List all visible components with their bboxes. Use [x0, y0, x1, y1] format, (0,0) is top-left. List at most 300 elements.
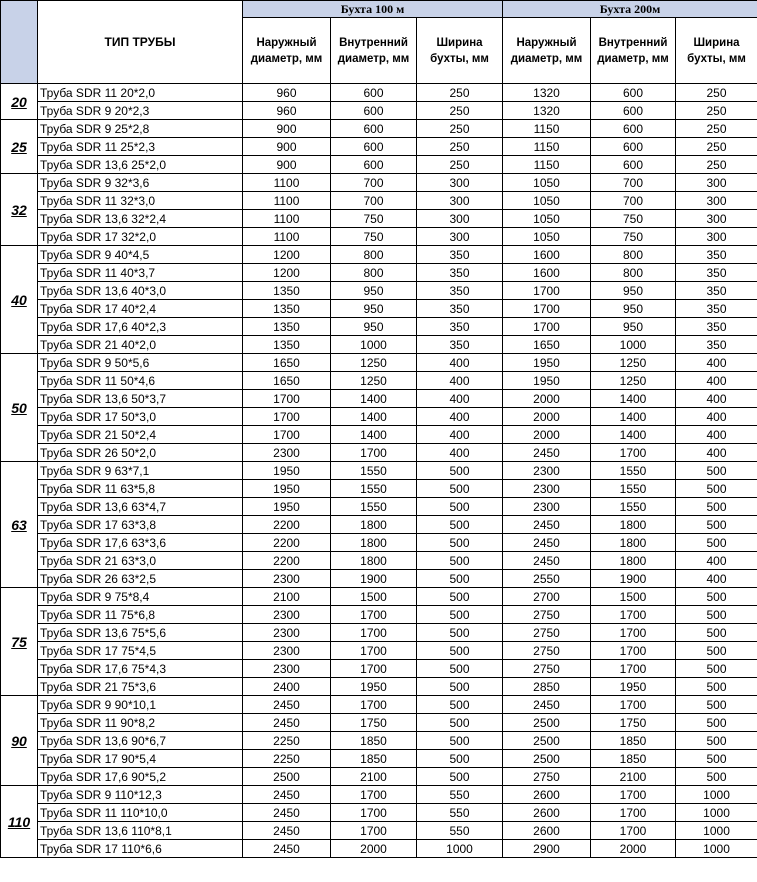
coil-width-100-cell: 300 — [417, 192, 503, 210]
outer-diameter-100-cell: 2300 — [243, 606, 331, 624]
inner-diameter-100-cell: 600 — [331, 102, 417, 120]
outer-diameter-200-cell: 2750 — [503, 624, 591, 642]
coil-width-100-cell: 400 — [417, 390, 503, 408]
table-row — [1, 444, 757, 462]
inner-diameter-200-cell: 1700 — [591, 642, 676, 660]
outer-diameter-200-cell: 1150 — [503, 156, 591, 174]
diameter-group-label: 90 — [1, 696, 38, 786]
inner-diameter-100-cell: 1700 — [331, 822, 417, 840]
inner-diameter-100-cell: 1700 — [331, 642, 417, 660]
pipe-type-cell: Труба SDR 9 75*8,4 — [38, 588, 243, 606]
table-row — [1, 462, 757, 480]
inner-diameter-200-cell: 1700 — [591, 624, 676, 642]
inner-diameter-100-header: Внутренний диаметр, мм — [331, 18, 417, 84]
header-corner — [1, 1, 38, 84]
inner-diameter-200-cell: 1500 — [591, 588, 676, 606]
coil-width-200-cell: 350 — [676, 282, 757, 300]
coil-width-100-cell: 350 — [417, 336, 503, 354]
inner-diameter-200-cell: 1550 — [591, 462, 676, 480]
pipe-type-cell: Труба SDR 13,6 50*3,7 — [38, 390, 243, 408]
table-row — [1, 354, 757, 372]
coil-width-200-cell: 500 — [676, 516, 757, 534]
table-row — [1, 696, 757, 714]
outer-diameter-100-cell: 1100 — [243, 210, 331, 228]
coil-width-200-cell: 500 — [676, 498, 757, 516]
table-row — [1, 480, 757, 498]
diameter-group-label: 40 — [1, 246, 38, 354]
inner-diameter-200-cell: 1550 — [591, 480, 676, 498]
inner-diameter-200-cell: 1000 — [591, 336, 676, 354]
table-body — [1, 84, 757, 858]
outer-diameter-200-header: Наружный диаметр, мм — [503, 18, 591, 84]
outer-diameter-100-cell: 2200 — [243, 552, 331, 570]
outer-diameter-200-cell: 2450 — [503, 696, 591, 714]
coil-width-100-cell: 400 — [417, 372, 503, 390]
inner-diameter-100-cell: 1950 — [331, 678, 417, 696]
inner-diameter-200-cell: 600 — [591, 102, 676, 120]
inner-diameter-100-cell: 1400 — [331, 426, 417, 444]
inner-diameter-100-cell: 1800 — [331, 552, 417, 570]
table-row — [1, 624, 757, 642]
outer-diameter-100-cell: 1100 — [243, 192, 331, 210]
pipe-type-cell: Труба SDR 17 75*4,5 — [38, 642, 243, 660]
inner-diameter-200-cell: 1250 — [591, 354, 676, 372]
inner-diameter-100-cell: 800 — [331, 264, 417, 282]
inner-diameter-100-cell: 800 — [331, 246, 417, 264]
inner-diameter-200-cell: 1400 — [591, 390, 676, 408]
pipe-type-cell: Труба SDR 13,6 75*5,6 — [38, 624, 243, 642]
table-row — [1, 264, 757, 282]
outer-diameter-200-cell: 2550 — [503, 570, 591, 588]
outer-diameter-100-cell: 1350 — [243, 318, 331, 336]
outer-diameter-200-cell: 2000 — [503, 408, 591, 426]
outer-diameter-200-cell: 1150 — [503, 120, 591, 138]
coil-width-200-cell: 500 — [676, 642, 757, 660]
inner-diameter-100-cell: 950 — [331, 318, 417, 336]
outer-diameter-100-cell: 2300 — [243, 570, 331, 588]
coil-width-100-cell: 500 — [417, 642, 503, 660]
outer-diameter-100-cell: 1200 — [243, 264, 331, 282]
coil-width-200-cell: 350 — [676, 318, 757, 336]
coil-width-200-cell: 500 — [676, 732, 757, 750]
outer-diameter-200-cell: 1150 — [503, 138, 591, 156]
coil-width-200-cell: 250 — [676, 102, 757, 120]
pipe-type-cell: Труба SDR 17 50*3,0 — [38, 408, 243, 426]
coil-width-200-cell: 350 — [676, 264, 757, 282]
inner-diameter-200-cell: 1850 — [591, 750, 676, 768]
table-row — [1, 282, 757, 300]
coil-width-100-cell: 500 — [417, 516, 503, 534]
coil-width-100-cell: 350 — [417, 300, 503, 318]
outer-diameter-100-cell: 1100 — [243, 174, 331, 192]
inner-diameter-200-cell: 1900 — [591, 570, 676, 588]
pipe-type-cell: Труба SDR 21 40*2,0 — [38, 336, 243, 354]
inner-diameter-200-cell: 950 — [591, 318, 676, 336]
coil-width-100-cell: 550 — [417, 822, 503, 840]
coil-width-200-cell: 350 — [676, 246, 757, 264]
outer-diameter-100-cell: 1950 — [243, 462, 331, 480]
inner-diameter-100-cell: 1400 — [331, 390, 417, 408]
outer-diameter-200-cell: 1050 — [503, 174, 591, 192]
coil-width-200-cell: 500 — [676, 660, 757, 678]
coil-200m-header: Бухта 200м — [503, 1, 757, 18]
table-row — [1, 678, 757, 696]
outer-diameter-200-cell: 2600 — [503, 822, 591, 840]
coil-width-200-cell: 500 — [676, 768, 757, 786]
pipe-type-cell: Труба SDR 11 50*4,6 — [38, 372, 243, 390]
outer-diameter-100-cell: 2250 — [243, 750, 331, 768]
coil-width-200-cell: 400 — [676, 408, 757, 426]
coil-width-200-cell: 300 — [676, 174, 757, 192]
table-row — [1, 426, 757, 444]
outer-diameter-100-cell: 960 — [243, 102, 331, 120]
inner-diameter-100-cell: 1700 — [331, 804, 417, 822]
outer-diameter-100-cell: 2300 — [243, 642, 331, 660]
inner-diameter-100-cell: 1550 — [331, 480, 417, 498]
table-header — [1, 1, 757, 84]
inner-diameter-200-cell: 750 — [591, 228, 676, 246]
diameter-group-label: 20 — [1, 84, 38, 120]
inner-diameter-200-cell: 1700 — [591, 822, 676, 840]
coil-width-200-cell: 300 — [676, 192, 757, 210]
pipe-type-cell: Труба SDR 26 50*2,0 — [38, 444, 243, 462]
outer-diameter-200-cell: 2900 — [503, 840, 591, 858]
coil-100m-header: Бухта 100 м — [243, 1, 503, 18]
outer-diameter-100-cell: 900 — [243, 156, 331, 174]
table-row — [1, 660, 757, 678]
outer-diameter-200-cell: 2300 — [503, 498, 591, 516]
inner-diameter-200-cell: 950 — [591, 282, 676, 300]
table-row — [1, 534, 757, 552]
outer-diameter-100-cell: 1700 — [243, 390, 331, 408]
diameter-group-label: 32 — [1, 174, 38, 246]
outer-diameter-200-cell: 2300 — [503, 462, 591, 480]
inner-diameter-100-cell: 1400 — [331, 408, 417, 426]
outer-diameter-100-cell: 2300 — [243, 444, 331, 462]
pipe-type-cell: Труба SDR 17 110*6,6 — [38, 840, 243, 858]
table-row — [1, 804, 757, 822]
outer-diameter-100-cell: 1350 — [243, 282, 331, 300]
coil-width-100-cell: 500 — [417, 732, 503, 750]
coil-width-100-cell: 300 — [417, 210, 503, 228]
outer-diameter-200-cell: 2450 — [503, 516, 591, 534]
inner-diameter-200-cell: 1400 — [591, 408, 676, 426]
inner-diameter-100-cell: 600 — [331, 84, 417, 102]
outer-diameter-200-cell: 1700 — [503, 282, 591, 300]
pipe-type-cell: Труба SDR 17,6 40*2,3 — [38, 318, 243, 336]
coil-width-100-cell: 350 — [417, 246, 503, 264]
table-row — [1, 498, 757, 516]
outer-diameter-200-cell: 1050 — [503, 192, 591, 210]
coil-width-100-cell: 500 — [417, 480, 503, 498]
outer-diameter-100-cell: 2450 — [243, 696, 331, 714]
pipe-type-cell: Труба SDR 13,6 40*3,0 — [38, 282, 243, 300]
coil-width-200-cell: 1000 — [676, 840, 757, 858]
inner-diameter-200-cell: 1800 — [591, 552, 676, 570]
inner-diameter-100-cell: 1700 — [331, 606, 417, 624]
pipe-type-cell: Труба SDR 9 40*4,5 — [38, 246, 243, 264]
pipe-type-cell: Труба SDR 17,6 75*4,3 — [38, 660, 243, 678]
pipe-type-cell: Труба SDR 11 75*6,8 — [38, 606, 243, 624]
inner-diameter-100-cell: 600 — [331, 120, 417, 138]
coil-width-100-cell: 500 — [417, 498, 503, 516]
coil-width-200-cell: 300 — [676, 228, 757, 246]
pipe-type-cell: Труба SDR 17 40*2,4 — [38, 300, 243, 318]
outer-diameter-200-cell: 1950 — [503, 354, 591, 372]
outer-diameter-100-header: Наружный диаметр, мм — [243, 18, 331, 84]
coil-width-100-cell: 550 — [417, 804, 503, 822]
inner-diameter-100-cell: 2000 — [331, 840, 417, 858]
table-row — [1, 120, 757, 138]
coil-width-100-cell: 500 — [417, 714, 503, 732]
outer-diameter-200-cell: 2000 — [503, 426, 591, 444]
inner-diameter-100-cell: 1550 — [331, 462, 417, 480]
coil-width-100-cell: 550 — [417, 786, 503, 804]
inner-diameter-100-cell: 1000 — [331, 336, 417, 354]
outer-diameter-100-cell: 1700 — [243, 408, 331, 426]
table-row — [1, 732, 757, 750]
table-row — [1, 822, 757, 840]
pipe-type-cell: Труба SDR 13,6 32*2,4 — [38, 210, 243, 228]
coil-width-200-cell: 1000 — [676, 822, 757, 840]
inner-diameter-100-cell: 700 — [331, 192, 417, 210]
coil-width-100-cell: 500 — [417, 552, 503, 570]
coil-width-100-cell: 500 — [417, 678, 503, 696]
coil-width-100-cell: 350 — [417, 282, 503, 300]
pipe-type-cell: Труба SDR 21 63*3,0 — [38, 552, 243, 570]
outer-diameter-100-cell: 2450 — [243, 840, 331, 858]
inner-diameter-100-cell: 1750 — [331, 714, 417, 732]
outer-diameter-100-cell: 900 — [243, 120, 331, 138]
coil-width-200-cell: 250 — [676, 138, 757, 156]
pipe-type-cell: Труба SDR 11 40*3,7 — [38, 264, 243, 282]
coil-width-100-cell: 500 — [417, 570, 503, 588]
coil-width-200-cell: 500 — [676, 714, 757, 732]
outer-diameter-200-cell: 2450 — [503, 552, 591, 570]
pipe-type-cell: Труба SDR 17 32*2,0 — [38, 228, 243, 246]
pipe-type-cell: Труба SDR 11 90*8,2 — [38, 714, 243, 732]
inner-diameter-200-cell: 1950 — [591, 678, 676, 696]
outer-diameter-100-cell: 900 — [243, 138, 331, 156]
coil-width-100-cell: 400 — [417, 444, 503, 462]
table-row — [1, 156, 757, 174]
pipe-type-cell: Труба SDR 11 20*2,0 — [38, 84, 243, 102]
table-row — [1, 750, 757, 768]
inner-diameter-100-cell: 750 — [331, 228, 417, 246]
inner-diameter-100-cell: 700 — [331, 174, 417, 192]
table-row — [1, 552, 757, 570]
table-row — [1, 372, 757, 390]
inner-diameter-200-cell: 1700 — [591, 660, 676, 678]
pipe-type-cell: Труба SDR 13,6 25*2,0 — [38, 156, 243, 174]
inner-diameter-100-cell: 600 — [331, 138, 417, 156]
outer-diameter-100-cell: 1950 — [243, 498, 331, 516]
coil-width-200-cell: 1000 — [676, 804, 757, 822]
pipe-type-cell: Труба SDR 9 110*12,3 — [38, 786, 243, 804]
inner-diameter-200-cell: 1550 — [591, 498, 676, 516]
diameter-group-label: 63 — [1, 462, 38, 588]
coil-width-200-cell: 400 — [676, 372, 757, 390]
coil-width-100-cell: 250 — [417, 138, 503, 156]
coil-width-200-cell: 500 — [676, 678, 757, 696]
coil-width-200-cell: 500 — [676, 588, 757, 606]
outer-diameter-100-cell: 1100 — [243, 228, 331, 246]
outer-diameter-100-cell: 1350 — [243, 336, 331, 354]
inner-diameter-100-cell: 1900 — [331, 570, 417, 588]
coil-width-100-cell: 1000 — [417, 840, 503, 858]
outer-diameter-200-cell: 2500 — [503, 714, 591, 732]
inner-diameter-200-cell: 950 — [591, 300, 676, 318]
outer-diameter-100-cell: 2450 — [243, 786, 331, 804]
pipe-type-cell: Труба SDR 9 32*3,6 — [38, 174, 243, 192]
inner-diameter-200-cell: 1700 — [591, 786, 676, 804]
coil-width-200-cell: 250 — [676, 156, 757, 174]
inner-diameter-200-cell: 600 — [591, 84, 676, 102]
pipe-type-cell: Труба SDR 11 110*10,0 — [38, 804, 243, 822]
coil-width-200-cell: 500 — [676, 462, 757, 480]
coil-width-100-cell: 500 — [417, 588, 503, 606]
coil-width-100-cell: 250 — [417, 84, 503, 102]
coil-width-200-cell: 500 — [676, 624, 757, 642]
inner-diameter-100-cell: 1700 — [331, 786, 417, 804]
outer-diameter-200-cell: 2700 — [503, 588, 591, 606]
coil-width-200-cell: 250 — [676, 120, 757, 138]
inner-diameter-100-cell: 1700 — [331, 624, 417, 642]
coil-width-100-cell: 500 — [417, 534, 503, 552]
coil-width-200-cell: 500 — [676, 696, 757, 714]
pipe-type-cell: Труба SDR 9 20*2,3 — [38, 102, 243, 120]
coil-width-100-cell: 300 — [417, 228, 503, 246]
inner-diameter-200-cell: 700 — [591, 174, 676, 192]
coil-width-100-cell: 500 — [417, 750, 503, 768]
inner-diameter-200-cell: 1400 — [591, 426, 676, 444]
table-row — [1, 102, 757, 120]
coil-width-200-cell: 350 — [676, 336, 757, 354]
inner-diameter-200-cell: 800 — [591, 246, 676, 264]
coil-width-100-cell: 350 — [417, 318, 503, 336]
coil-width-100-cell: 500 — [417, 768, 503, 786]
inner-diameter-100-cell: 950 — [331, 282, 417, 300]
table-row — [1, 246, 757, 264]
outer-diameter-200-cell: 2750 — [503, 642, 591, 660]
inner-diameter-100-cell: 750 — [331, 210, 417, 228]
outer-diameter-200-cell: 2750 — [503, 768, 591, 786]
pipe-type-cell: Труба SDR 13,6 63*4,7 — [38, 498, 243, 516]
diameter-group-label: 75 — [1, 588, 38, 696]
outer-diameter-200-cell: 2000 — [503, 390, 591, 408]
diameter-group-label: 110 — [1, 786, 38, 858]
pipe-type-cell: Труба SDR 9 90*10,1 — [38, 696, 243, 714]
coil-width-200-cell: 400 — [676, 354, 757, 372]
inner-diameter-200-cell: 1850 — [591, 732, 676, 750]
inner-diameter-200-cell: 1800 — [591, 534, 676, 552]
coil-width-200-cell: 300 — [676, 210, 757, 228]
coil-width-100-cell: 250 — [417, 102, 503, 120]
table-row — [1, 588, 757, 606]
pipe-type-cell: Труба SDR 21 75*3,6 — [38, 678, 243, 696]
coil-width-200-cell: 500 — [676, 750, 757, 768]
outer-diameter-100-cell: 2500 — [243, 768, 331, 786]
inner-diameter-100-cell: 1700 — [331, 444, 417, 462]
pipe-type-cell: Труба SDR 17,6 63*3,6 — [38, 534, 243, 552]
inner-diameter-100-cell: 1700 — [331, 696, 417, 714]
pipe-type-cell: Труба SDR 11 25*2,3 — [38, 138, 243, 156]
diameter-group-label: 50 — [1, 354, 38, 462]
table-row — [1, 318, 757, 336]
inner-diameter-100-cell: 2100 — [331, 768, 417, 786]
pipe-type-cell: Труба SDR 17,6 90*5,2 — [38, 768, 243, 786]
outer-diameter-100-cell: 2200 — [243, 516, 331, 534]
coil-width-100-cell: 500 — [417, 462, 503, 480]
inner-diameter-200-cell: 600 — [591, 120, 676, 138]
coil-width-200-cell: 350 — [676, 300, 757, 318]
pipe-type-cell: Труба SDR 17 63*3,8 — [38, 516, 243, 534]
outer-diameter-200-cell: 2500 — [503, 750, 591, 768]
coil-width-100-cell: 300 — [417, 174, 503, 192]
coil-width-100-cell: 500 — [417, 660, 503, 678]
outer-diameter-200-cell: 1050 — [503, 210, 591, 228]
coil-width-100-cell: 400 — [417, 426, 503, 444]
coil-width-200-cell: 500 — [676, 606, 757, 624]
inner-diameter-100-cell: 1250 — [331, 372, 417, 390]
coil-width-100-cell: 400 — [417, 408, 503, 426]
inner-diameter-200-cell: 600 — [591, 156, 676, 174]
pipe-type-cell: Труба SDR 13,6 90*6,7 — [38, 732, 243, 750]
outer-diameter-200-cell: 1950 — [503, 372, 591, 390]
inner-diameter-200-cell: 1250 — [591, 372, 676, 390]
coil-width-200-cell: 400 — [676, 570, 757, 588]
inner-diameter-200-cell: 1800 — [591, 516, 676, 534]
coil-width-200-cell: 400 — [676, 444, 757, 462]
inner-diameter-100-cell: 1800 — [331, 516, 417, 534]
inner-diameter-200-cell: 1700 — [591, 444, 676, 462]
outer-diameter-100-cell: 960 — [243, 84, 331, 102]
outer-diameter-200-cell: 2300 — [503, 480, 591, 498]
table-row — [1, 768, 757, 786]
table-row — [1, 516, 757, 534]
pipe-type-cell: Труба SDR 9 63*7,1 — [38, 462, 243, 480]
inner-diameter-100-cell: 1250 — [331, 354, 417, 372]
coil-width-100-cell: 500 — [417, 624, 503, 642]
table-row — [1, 840, 757, 858]
pipe-type-cell: Труба SDR 9 25*2,8 — [38, 120, 243, 138]
inner-diameter-200-cell: 2000 — [591, 840, 676, 858]
outer-diameter-100-cell: 2300 — [243, 660, 331, 678]
outer-diameter-100-cell: 1200 — [243, 246, 331, 264]
outer-diameter-200-cell: 2600 — [503, 786, 591, 804]
outer-diameter-200-cell: 2450 — [503, 444, 591, 462]
outer-diameter-200-cell: 1700 — [503, 318, 591, 336]
outer-diameter-100-cell: 2100 — [243, 588, 331, 606]
table-row — [1, 786, 757, 804]
coil-width-100-cell: 250 — [417, 120, 503, 138]
inner-diameter-200-cell: 600 — [591, 138, 676, 156]
coil-width-100-cell: 350 — [417, 264, 503, 282]
inner-diameter-100-cell: 1850 — [331, 732, 417, 750]
table-row — [1, 714, 757, 732]
outer-diameter-200-cell: 1320 — [503, 84, 591, 102]
coil-width-100-header: Ширина бухты, мм — [417, 18, 503, 84]
table-row — [1, 210, 757, 228]
inner-diameter-200-cell: 1700 — [591, 804, 676, 822]
coil-width-200-header: Ширина бухты, мм — [676, 18, 757, 84]
pipe-type-cell: Труба SDR 17 90*5,4 — [38, 750, 243, 768]
outer-diameter-200-cell: 2850 — [503, 678, 591, 696]
outer-diameter-200-cell: 2450 — [503, 534, 591, 552]
table-row — [1, 336, 757, 354]
outer-diameter-200-cell: 1650 — [503, 336, 591, 354]
pipe-type-cell: Труба SDR 26 63*2,5 — [38, 570, 243, 588]
